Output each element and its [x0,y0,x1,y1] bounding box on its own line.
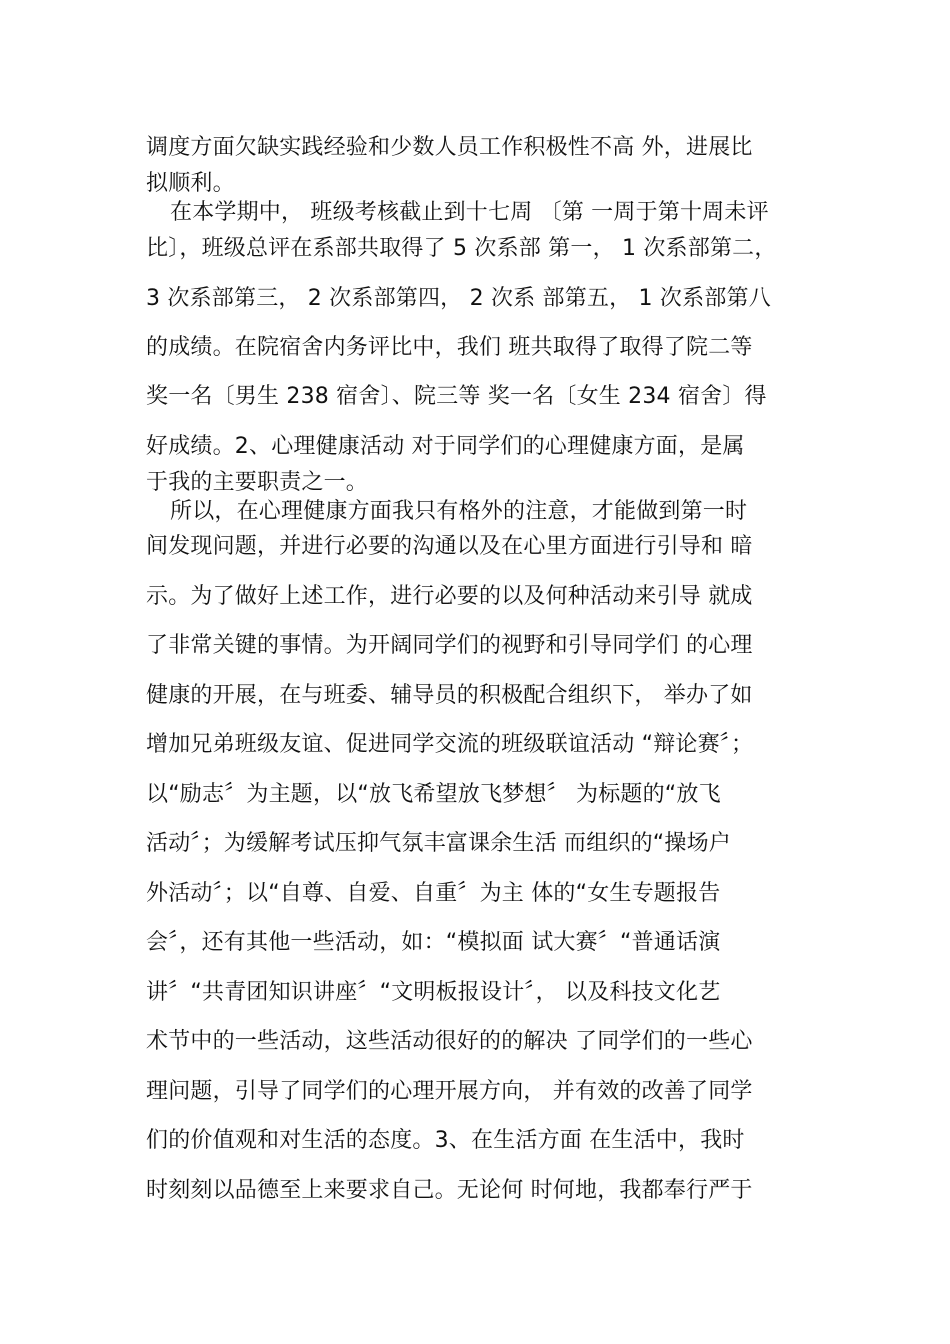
text-line: 健康的开展，在与班委、辅导员的积极配合组织下， 举办了如 [146,683,753,708]
text-line: 间发现问题，并进行必要的沟通以及在心里方面进行引导和 暗 [146,534,753,559]
text-line: 会〞，还有其他一些活动，如：“模拟面 试大赛〞“普通话演 [146,930,721,955]
text-line: 奖一名〔男生 238 宿舍〕、院三等 奖一名〔女生 234 宿舍〕得 [146,384,767,409]
text-line: 示。为了做好上述工作，进行必要的以及何种活动来引导 就成 [146,584,753,609]
text-line: 外活动〞；以“自尊、自爱、自重〞为主 体的“女生专题报告 [146,881,721,906]
text-line: 活动〞；为缓解考试压抑气氛丰富课余生活 而组织的“操场户 [146,831,731,856]
text-line: 时刻刻以品德至上来要求自己。无论何 时何地，我都奉行严于 [146,1178,753,1203]
text-line: 增加兄弟班级友谊、促进同学交流的班级联谊活动 “辩论赛〞； [146,732,754,757]
text-line: 以“励志〞为主题，以“放飞希望放飞梦想〞 为标题的“放飞 [146,782,721,807]
text-line: 比〕，班级总评在系部共取得了 5 次系部 第一， 1 次系部第二， [146,236,777,261]
text-line: 的成绩。在院宿舍内务评比中，我们 班共取得了取得了院二等 [146,335,753,360]
text-line: 拟顺利。 [146,171,235,196]
text-line: 所以，在心理健康方面我只有格外的注意，才能做到第一时 [170,499,748,524]
text-line: 了非常关键的事情。为开阔同学们的视野和引导同学们 的心理 [146,633,753,658]
text-line: 3 次系部第三， 2 次系部第四， 2 次系 部第五， 1 次系部第八 [146,286,771,311]
text-line: 术节中的一些活动，这些活动很好的的解决 了同学们的一些心 [146,1029,753,1054]
text-line: 好成绩。2、心理健康活动 对于同学们的心理健康方面，是属 [146,434,745,459]
text-line: 在本学期中， 班级考核截止到十七周 〔第 一周于第十周未评 [170,200,769,225]
text-line: 讲〞“共青团知识讲座〞“文明板报设计〞， 以及科技文化艺 [146,980,721,1005]
text-line: 们的价值观和对生活的态度。3、在生活方面 在生活中，我时 [146,1128,745,1153]
text-line: 调度方面欠缺实践经验和少数人员工作积极性不高 外，进展比 [146,135,753,160]
text-line: 理问题，引导了同学们的心理开展方向， 并有效的改善了同学 [146,1079,753,1104]
text-line: 于我的主要职责之一。 [146,470,369,495]
